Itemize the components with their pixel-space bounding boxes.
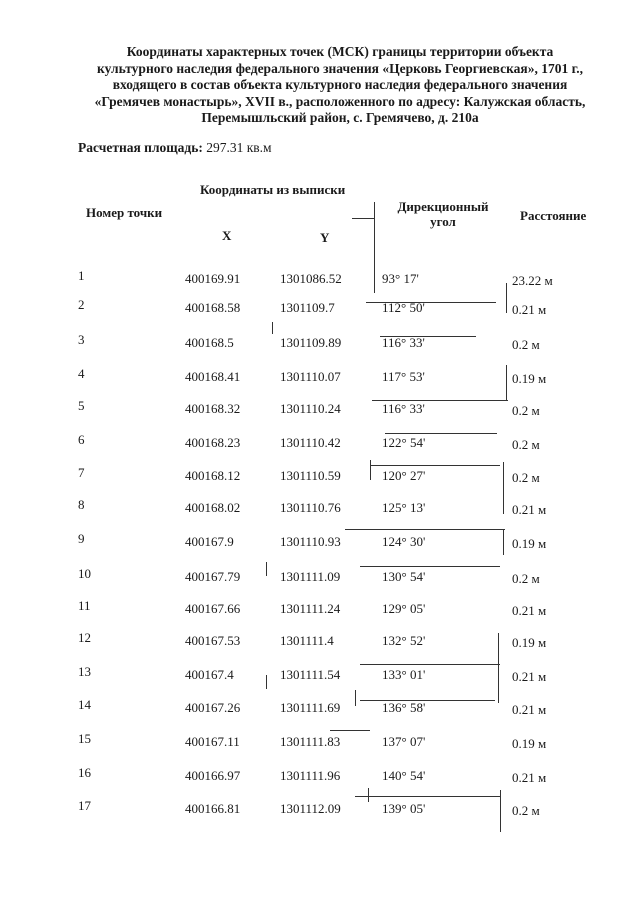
table-rule <box>498 633 499 703</box>
row-number: 14 <box>78 697 91 712</box>
table-rule <box>500 790 501 832</box>
row-number: 10 <box>78 566 91 581</box>
row-y: 1301110.07 <box>280 369 341 384</box>
row-x: 400167.53 <box>185 633 241 648</box>
row-number: 7 <box>78 465 85 480</box>
row-y: 1301110.24 <box>280 401 341 416</box>
row-number: 15 <box>78 731 91 746</box>
row-distance: 0.2 м <box>512 437 540 452</box>
row-number: 8 <box>78 497 85 512</box>
row-angle: 133° 01' <box>382 667 426 682</box>
table-rule <box>266 675 267 689</box>
row-distance: 23.22 м <box>512 273 553 288</box>
row-distance: 0.2 м <box>512 803 540 818</box>
row-number: 2 <box>78 297 85 312</box>
document-title <box>60 44 620 127</box>
row-number: 12 <box>78 630 91 645</box>
row-angle: 137° 07' <box>382 734 426 749</box>
row-y: 1301110.76 <box>280 500 341 515</box>
row-y: 1301111.96 <box>280 768 341 783</box>
row-y: 1301110.59 <box>280 468 341 483</box>
row-y: 1301112.09 <box>280 801 341 816</box>
row-y: 1301110.42 <box>280 435 341 450</box>
row-number: 17 <box>78 798 91 813</box>
row-angle: 122° 54' <box>382 435 426 450</box>
header-angle-line: Дирекционный <box>397 199 489 214</box>
row-number: 11 <box>78 598 91 613</box>
row-x: 400168.32 <box>185 401 241 416</box>
table-rule <box>355 796 500 797</box>
row-x: 400166.81 <box>185 801 241 816</box>
row-x: 400168.02 <box>185 500 241 515</box>
table-rule <box>360 566 500 567</box>
row-y: 1301111.24 <box>280 601 341 616</box>
row-x: 400168.12 <box>185 468 241 483</box>
header-direction-angle <box>388 199 498 229</box>
row-y: 1301109.7 <box>280 300 335 315</box>
row-number: 9 <box>78 531 85 546</box>
row-distance: 0.21 м <box>512 669 547 684</box>
table-rule <box>272 322 273 334</box>
row-distance: 0.2 м <box>512 571 540 586</box>
row-angle: 112° 50' <box>382 300 425 315</box>
table-rule <box>330 730 370 731</box>
row-y: 1301110.93 <box>280 534 341 549</box>
table-rule <box>503 462 504 514</box>
table-rule <box>506 365 507 400</box>
row-angle: 116° 33' <box>382 401 425 416</box>
row-x: 400167.79 <box>185 569 241 584</box>
row-distance: 0.21 м <box>512 770 547 785</box>
row-x: 400167.26 <box>185 700 241 715</box>
row-x: 400167.11 <box>185 734 240 749</box>
row-x: 400167.66 <box>185 601 241 616</box>
header-distance: Расстояние <box>520 208 587 223</box>
row-y: 1301111.83 <box>280 734 341 749</box>
title-line: Перемышльский район, с. Гремячево, д. 210а <box>201 110 479 125</box>
area-value: 297.31 кв.м <box>206 140 272 155</box>
title-line: Координаты характерных точек (МСК) границы территории объекта <box>126 44 554 59</box>
row-angle: 116° 33' <box>382 335 425 350</box>
row-distance: 0.19 м <box>512 371 547 386</box>
row-y: 1301109.89 <box>280 335 342 350</box>
table-rule <box>370 465 500 466</box>
row-x: 400167.9 <box>185 534 234 549</box>
row-angle: 132° 52' <box>382 633 426 648</box>
row-x: 400169.91 <box>185 271 241 286</box>
header-y: Y <box>320 230 330 245</box>
row-angle: 93° 17' <box>382 271 419 286</box>
row-distance: 0.19 м <box>512 536 547 551</box>
header-point-number: Номер точки <box>86 205 163 220</box>
row-distance: 0.2 м <box>512 403 540 418</box>
area-label: Расчетная площадь: <box>78 140 203 155</box>
row-angle: 139° 05' <box>382 801 426 816</box>
row-number: 6 <box>78 432 85 447</box>
row-number: 5 <box>78 398 85 413</box>
row-x: 400166.97 <box>185 768 241 783</box>
row-x: 400168.23 <box>185 435 241 450</box>
row-y: 1301111.4 <box>280 633 334 648</box>
row-angle: 124° 30' <box>382 534 426 549</box>
title-line: «Гремячев монастырь», XVII в., расположенного по адресу: Калужская область, <box>94 93 586 109</box>
row-angle: 125° 13' <box>382 500 426 515</box>
row-x: 400168.5 <box>185 335 234 350</box>
header-divider <box>352 218 375 219</box>
table-rule <box>360 700 495 701</box>
row-y: 1301086.52 <box>280 271 342 286</box>
title-line: входящего в состав объекта культурного наследия федерального значения <box>112 77 568 92</box>
row-number: 1 <box>78 268 85 283</box>
table-rule <box>360 664 500 665</box>
table-rule <box>385 433 497 434</box>
calculated-area <box>78 140 272 156</box>
row-angle: 117° 53' <box>382 369 425 384</box>
table-rule <box>503 529 504 555</box>
title-line: культурного наследия федерального значения «Церковь Георгиевская», 1701 г., <box>97 60 583 76</box>
row-distance: 0.21 м <box>512 502 547 517</box>
header-angle-line: угол <box>430 214 456 229</box>
row-number: 16 <box>78 765 91 780</box>
table-rule <box>345 529 505 530</box>
table-rule <box>368 788 369 802</box>
table-rule <box>370 460 371 480</box>
row-number: 4 <box>78 366 85 381</box>
table-rule <box>374 259 375 293</box>
row-distance: 0.21 м <box>512 702 547 717</box>
row-number: 3 <box>78 332 85 347</box>
header-divider <box>374 202 375 260</box>
header-coords-group: Координаты из выписки <box>200 182 346 197</box>
row-x: 400168.58 <box>185 300 241 315</box>
row-distance: 0.2 м <box>512 470 540 485</box>
row-y: 1301111.09 <box>280 569 341 584</box>
row-distance: 0.21 м <box>512 603 547 618</box>
row-distance: 0.19 м <box>512 736 547 751</box>
header-x: X <box>222 228 232 243</box>
row-number: 13 <box>78 664 91 679</box>
row-distance: 0.19 м <box>512 635 547 650</box>
row-y: 1301111.69 <box>280 700 341 715</box>
row-angle: 120° 27' <box>382 468 426 483</box>
row-x: 400168.41 <box>185 369 241 384</box>
table-rule <box>266 562 267 576</box>
row-angle: 130° 54' <box>382 569 426 584</box>
table-rule <box>355 690 356 706</box>
row-angle: 129° 05' <box>382 601 426 616</box>
row-x: 400167.4 <box>185 667 234 682</box>
row-distance: 0.21 м <box>512 302 547 317</box>
row-angle: 136° 58' <box>382 700 426 715</box>
row-distance: 0.2 м <box>512 337 540 352</box>
row-y: 1301111.54 <box>280 667 341 682</box>
table-rule <box>506 283 507 313</box>
row-angle: 140° 54' <box>382 768 426 783</box>
